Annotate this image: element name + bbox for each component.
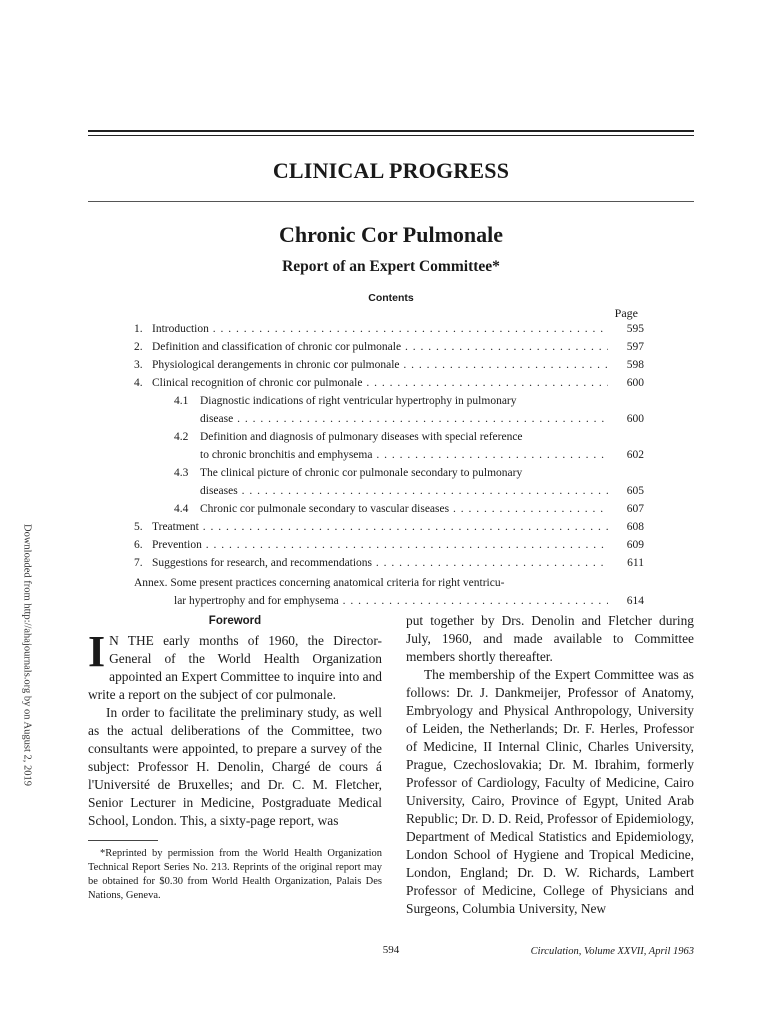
foreword-paragraph: I N THE early months of 1960, the Director-General of the World Health Organization appointed an Expert Committee to inquire into and write a report on the subject of cor pulmonale. bbox=[88, 627, 382, 702]
toc-item: 7. Suggestions for research, and recommendations . . . 611 bbox=[134, 554, 644, 572]
body-paragraph: put together by Drs. Denolin and Fletcher during July, 1960, and made available to Committee members shortly thereafter. bbox=[406, 613, 694, 664]
contents-heading: Contents bbox=[368, 292, 414, 304]
foreword-paragraph: In order to facilitate the preliminary study, as well as the actual deliberations of the Committee, two consultants were appointed, to prepare a survey of the subject: Professor H. Denolin, Chargé de cours á l'Université de Bruxelles; and Dr. C. M. Fletcher, Senior Lecturer in Medicine, Postgraduate Medical School, London. This, a sixty-page report, was bbox=[88, 705, 382, 828]
article-subtitle: Report of an Expert Committee* bbox=[282, 258, 500, 275]
drop-cap: I bbox=[88, 627, 106, 676]
toc-item: 3. Physiological derangements in chronic cor pulmonale . . . 598 bbox=[134, 356, 644, 374]
toc-item: 6. Prevention . . . 609 bbox=[134, 536, 644, 554]
toc-item: 1. Introduction . . . 595 bbox=[134, 320, 644, 338]
download-watermark: Downloaded from http://ahajournals.org by on August 2, 2019 bbox=[21, 524, 33, 786]
toc-subitem: 4.3 The clinical picture of chronic cor pulmonale secondary to pulmonary diseases . . . 605 bbox=[134, 464, 644, 500]
toc-item: 4. Clinical recognition of chronic cor pulmonale . . . 600 bbox=[134, 374, 644, 392]
header-rule-thick bbox=[88, 130, 694, 132]
section-title: CLINICAL PROGRESS bbox=[272, 158, 510, 183]
toc-annex: Annex. Some present practices concerning anatomical criteria for right ventricu- lar hypertrophy and for emphysema . . . 614 bbox=[134, 574, 644, 610]
toc-item: 2. Definition and classification of chronic cor pulmonale . . . 597 bbox=[134, 338, 644, 356]
right-column bbox=[406, 612, 694, 918]
running-footer: Circulation, Volume XXVII, April 1963 bbox=[530, 946, 694, 957]
foreword-heading: Foreword bbox=[208, 615, 262, 627]
toc-subitem: 4.1 Diagnostic indications of right ventricular hypertrophy in pulmonary disease . . . 600 bbox=[134, 392, 644, 428]
page-number: 594 bbox=[382, 944, 400, 956]
left-column bbox=[88, 612, 382, 903]
toc-subitem: 4.4 Chronic cor pulmonale secondary to vascular diseases . . . 607 bbox=[134, 500, 644, 518]
footnote-rule bbox=[88, 840, 158, 841]
page-column-heading: Page bbox=[614, 306, 638, 320]
table-of-contents bbox=[134, 320, 644, 610]
toc-subitem: 4.2 Definition and diagnosis of pulmonary diseases with special reference to chronic bronchitis and emphysema . . . 602 bbox=[134, 428, 644, 464]
body-paragraph: The membership of the Expert Committee was as follows: Dr. J. Dankmeijer, Professor of Anatomy, Embryology and Physical Anthropology, University of Leiden, the Netherlands; Dr. F. Herles, Professor of Medicine, II Internal Clinic, Charles University, Prague, Czechoslovakia; Dr. M. Ibrahim, formerly Professor of Cardiology, Faculty of Medicine, Cairo University, Cairo, Province of Egypt, United Arab Republic; Dr. D. D. Reid, Professor of Epidemiology, Department of Medical Statistics and Epidemiology, London School of Hygiene and Tropical Medicine, London, England; Dr. D. W. Richards, Lambert Professor of Medicine, College of Physicians and Surgeons, Columbia University, New bbox=[406, 667, 694, 916]
section-divider bbox=[88, 201, 694, 202]
article-title: Chronic Cor Pulmonale bbox=[278, 222, 504, 247]
footnote: *Reprinted by permission from the World Health Organization Technical Report Series No. 213. Reprints of the original report may be obtained for $0.30 from World Health Organization, Palais Des Nations, Geneva. bbox=[88, 848, 382, 901]
header-rule-thin bbox=[88, 135, 694, 136]
toc-item: 5. Treatment . . . 608 bbox=[134, 518, 644, 536]
